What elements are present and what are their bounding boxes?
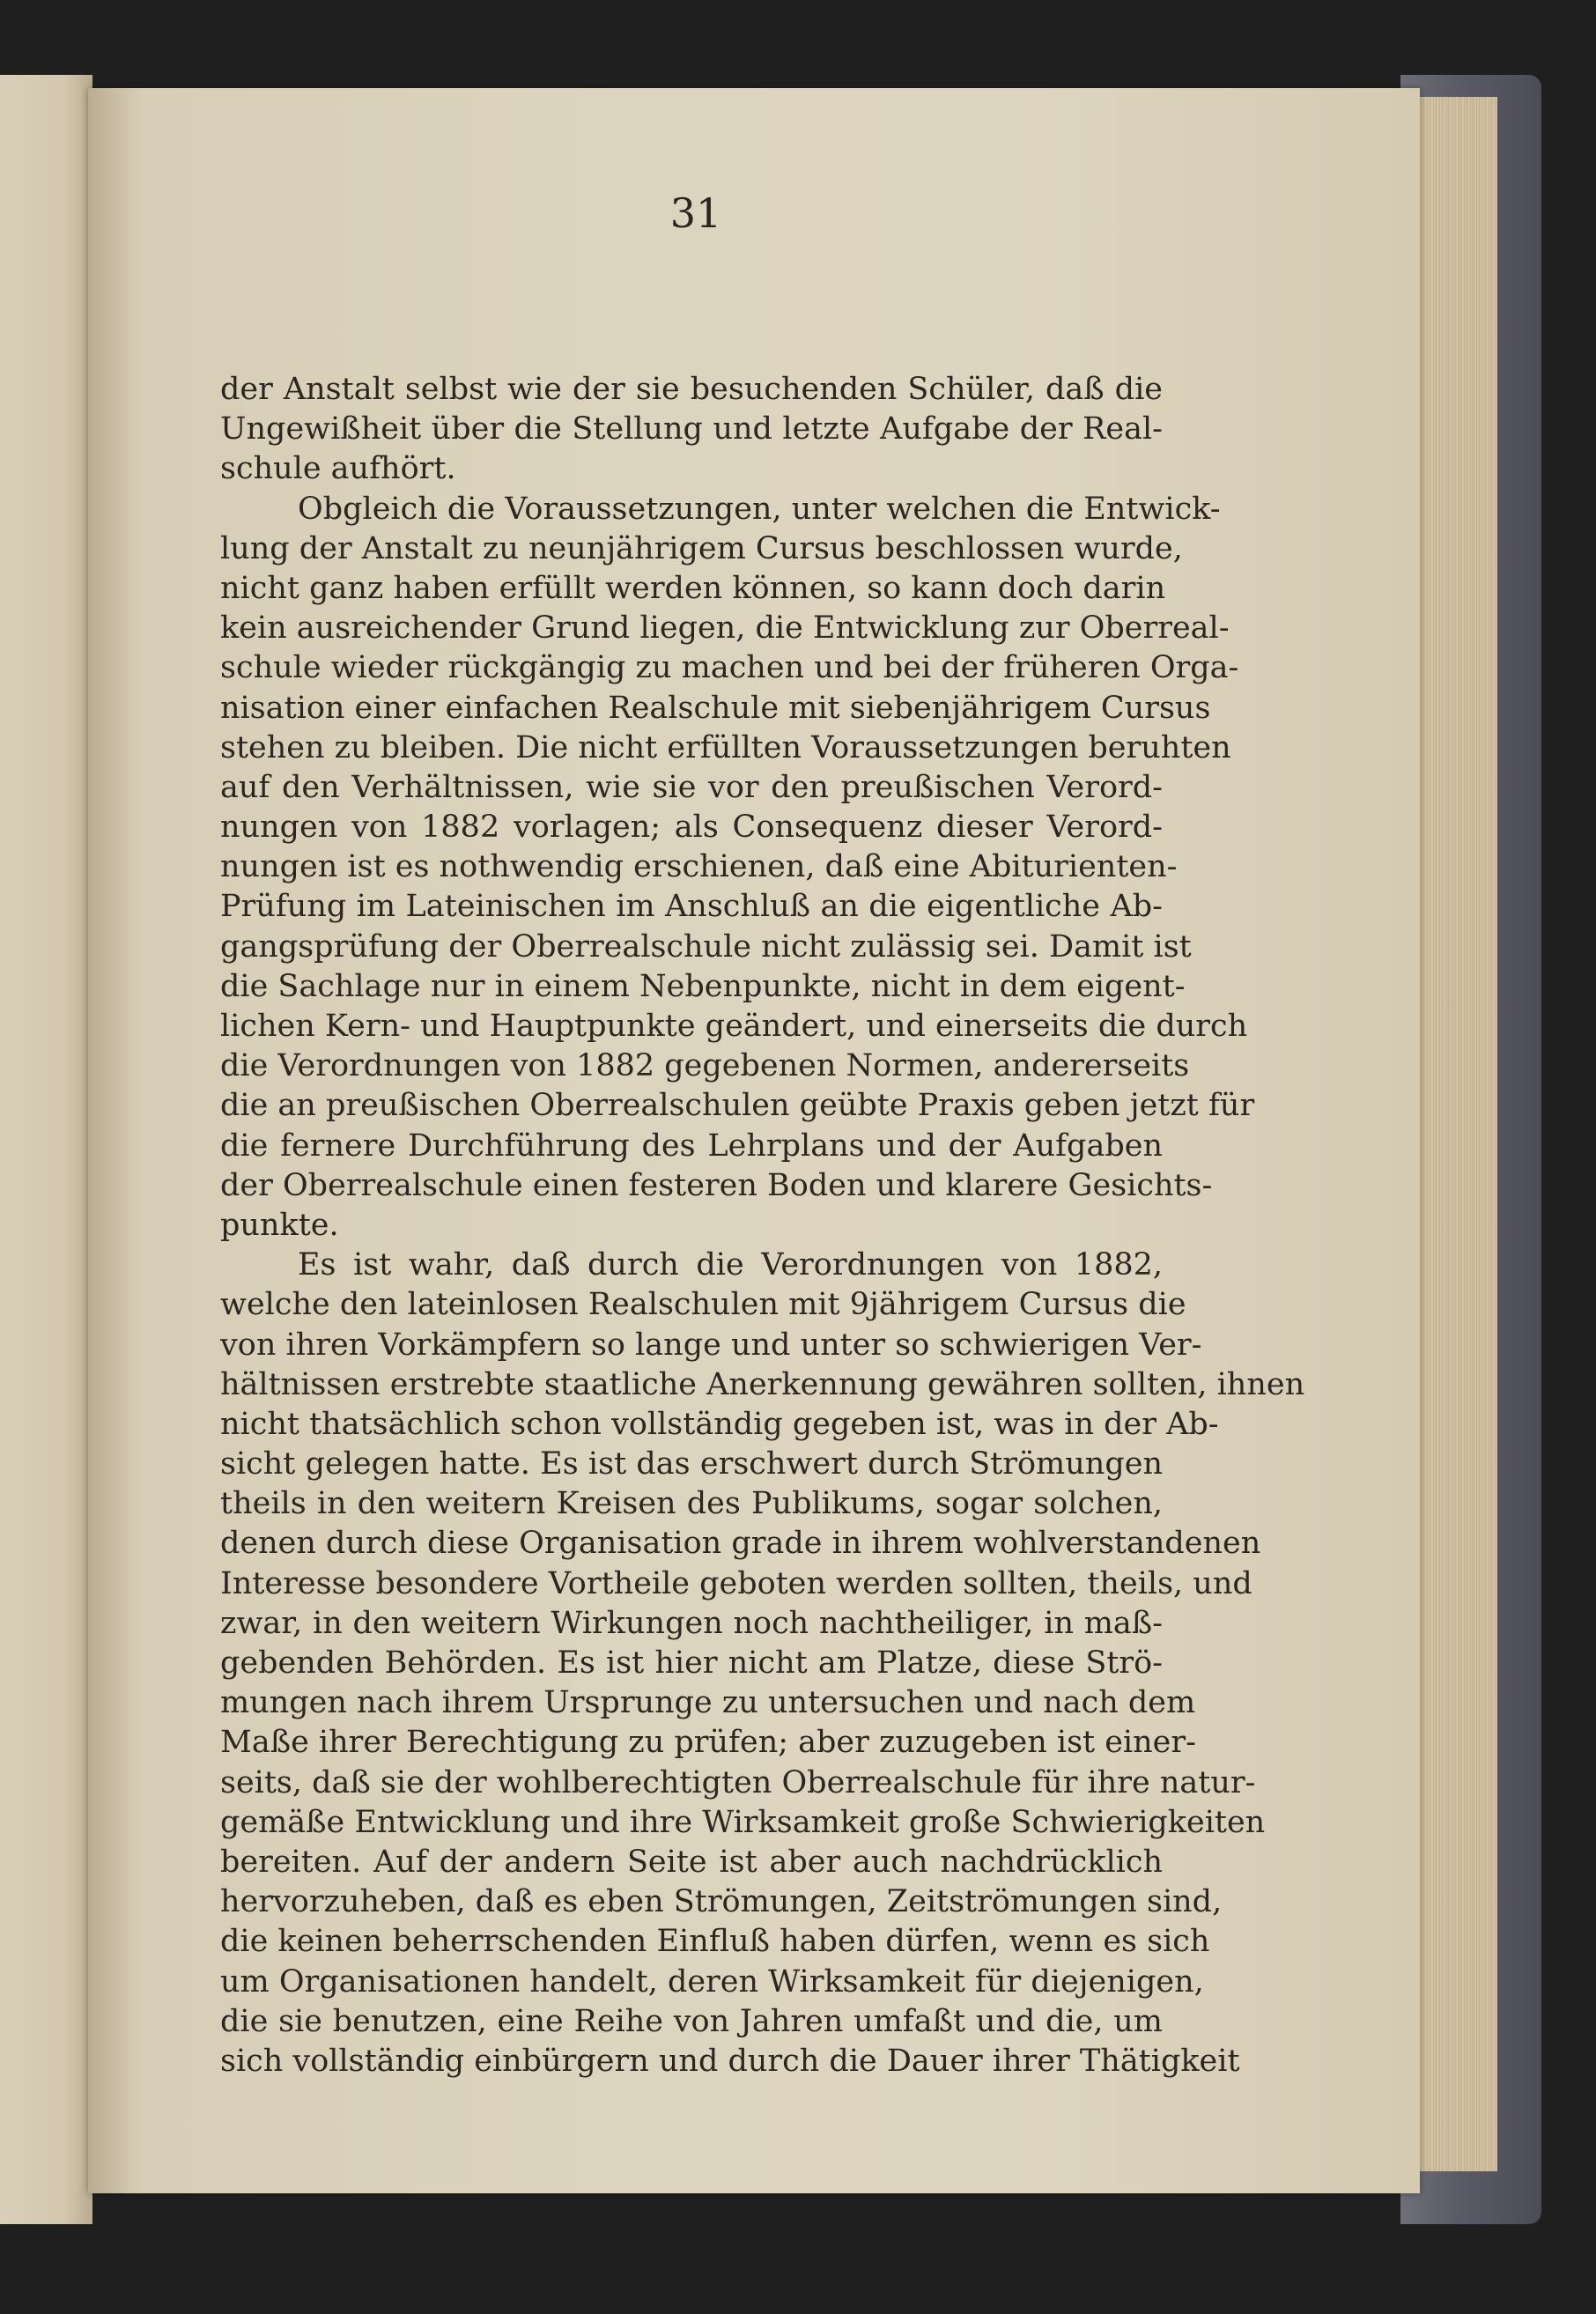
text-line: die sie benutzen, eine Reihe von Jahren umfaßt und die, um bbox=[220, 2003, 1163, 2039]
text-line: hervorzuheben, daß es eben Strömungen, Zeitströmungen sind, bbox=[220, 1884, 1223, 1920]
text-line: nicht ganz haben erfüllt werden können, so kann doch darin bbox=[220, 570, 1166, 606]
page-number: 31 bbox=[669, 189, 722, 237]
page-edges bbox=[1409, 97, 1497, 2171]
text-line: der Oberrealschule einen festeren Boden und klarere Gesichts- bbox=[220, 1167, 1213, 1203]
text-line: Prüfung im Lateinischen im Anschluß an die eigentliche Ab- bbox=[220, 889, 1163, 925]
text-line: gangsprüfung der Oberrealschule nicht zulässig sei. Damit ist bbox=[220, 928, 1192, 965]
text-line: sich vollständig einbürgern und durch die Dauer ihrer Thätigkeit bbox=[220, 2043, 1240, 2079]
text-line: punkte. bbox=[220, 1207, 339, 1243]
text-line: Ungewißheit über die Stellung und letzte Aufgabe der Real- bbox=[220, 411, 1163, 447]
body-text bbox=[220, 370, 1305, 2081]
text-line: Obgleich die Voraussetzungen, unter welchen die Entwick- bbox=[298, 491, 1221, 527]
text-line: der Anstalt selbst wie der sie besuchenden Schüler, daß die bbox=[220, 372, 1163, 407]
text-line: die Verordnungen von 1882 gegebenen Normen, andererseits bbox=[220, 1048, 1190, 1084]
text-line: schule wieder rückgängig zu machen und bei der früheren Orga- bbox=[220, 650, 1239, 686]
text-line: gebenden Behörden. Es ist hier nicht am Platze, diese Strö- bbox=[220, 1645, 1163, 1681]
text-line: welche den lateinlosen Realschulen mit 9jährigem Cursus die bbox=[220, 1287, 1186, 1323]
text-line: um Organisationen handelt, deren Wirksamkeit für diejenigen, bbox=[220, 1963, 1204, 2000]
text-line: schule aufhört. bbox=[220, 451, 456, 487]
text-line: die keinen beherrschenden Einfluß haben dürfen, wenn es sich bbox=[220, 1924, 1210, 1960]
text-line: bereiten. Auf der andern Seite ist aber auch nachdrücklich bbox=[220, 1844, 1163, 1880]
text-line: nungen von 1882 vorlagen; als Consequenz dieser Verord- bbox=[220, 810, 1163, 846]
text-line: seits, daß sie der wohlberechtigten Oberrealschule für ihre natur- bbox=[220, 1764, 1256, 1800]
text-line: stehen zu bleiben. Die nicht erfüllten Voraussetzungen beruhten bbox=[220, 729, 1231, 765]
text-line: auf den Verhältnissen, wie sie vor den preußischen Verord- bbox=[220, 769, 1163, 805]
text-line: sicht gelegen hatte. Es ist das erschwert durch Strömungen bbox=[220, 1446, 1163, 1482]
text-line: Interesse besondere Vortheile geboten werden sollten, theils, und bbox=[220, 1565, 1252, 1601]
text-line: theils in den weitern Kreisen des Publikums, sogar solchen, bbox=[220, 1486, 1163, 1522]
text-line: kein ausreichender Grund liegen, die Entwicklung zur Oberreal- bbox=[220, 610, 1230, 647]
text-line: lichen Kern- und Hauptpunkte geändert, und einerseits die durch bbox=[220, 1009, 1248, 1044]
text-line: denen durch diese Organisation grade in ihrem wohlverstandenen bbox=[220, 1526, 1261, 1562]
text-line: Es ist wahr, daß durch die Verordnungen von 1882, bbox=[298, 1247, 1163, 1283]
text-line: die fernere Durchführung des Lehrplans und der Aufgaben bbox=[220, 1127, 1163, 1164]
text-line: nisation einer einfachen Realschule mit siebenjährigem Cursus bbox=[220, 690, 1211, 726]
text-line: nungen ist es nothwendig erschienen, daß eine Abiturienten- bbox=[220, 849, 1178, 885]
text-line: gemäße Entwicklung und ihre Wirksamkeit große Schwierigkeiten bbox=[220, 1804, 1266, 1840]
text-line: die an preußischen Oberrealschulen geübte Praxis geben jetzt für bbox=[220, 1088, 1255, 1124]
text-line: Maße ihrer Berechtigung zu prüfen; aber zuzugeben ist einer- bbox=[220, 1725, 1196, 1761]
text-line: die Sachlage nur in einem Nebenpunkte, nicht in dem eigent- bbox=[220, 968, 1186, 1004]
text-line: lung der Anstalt zu neunjährigem Cursus beschlossen wurde, bbox=[220, 530, 1183, 566]
text-line: nicht thatsächlich schon vollständig gegeben ist, was in der Ab- bbox=[220, 1406, 1219, 1442]
text-line: zwar, in den weitern Wirkungen noch nachtheiliger, in maß- bbox=[220, 1605, 1163, 1641]
text-line: mungen nach ihrem Ursprunge zu untersuchen und nach dem bbox=[220, 1685, 1196, 1721]
text-line: von ihren Vorkämpfern so lange und unter so schwierigen Ver- bbox=[220, 1327, 1202, 1363]
left-page-edge bbox=[0, 75, 92, 2224]
text-line: hältnissen erstrebte staatliche Anerkennung gewähren sollten, ihnen bbox=[220, 1366, 1305, 1402]
